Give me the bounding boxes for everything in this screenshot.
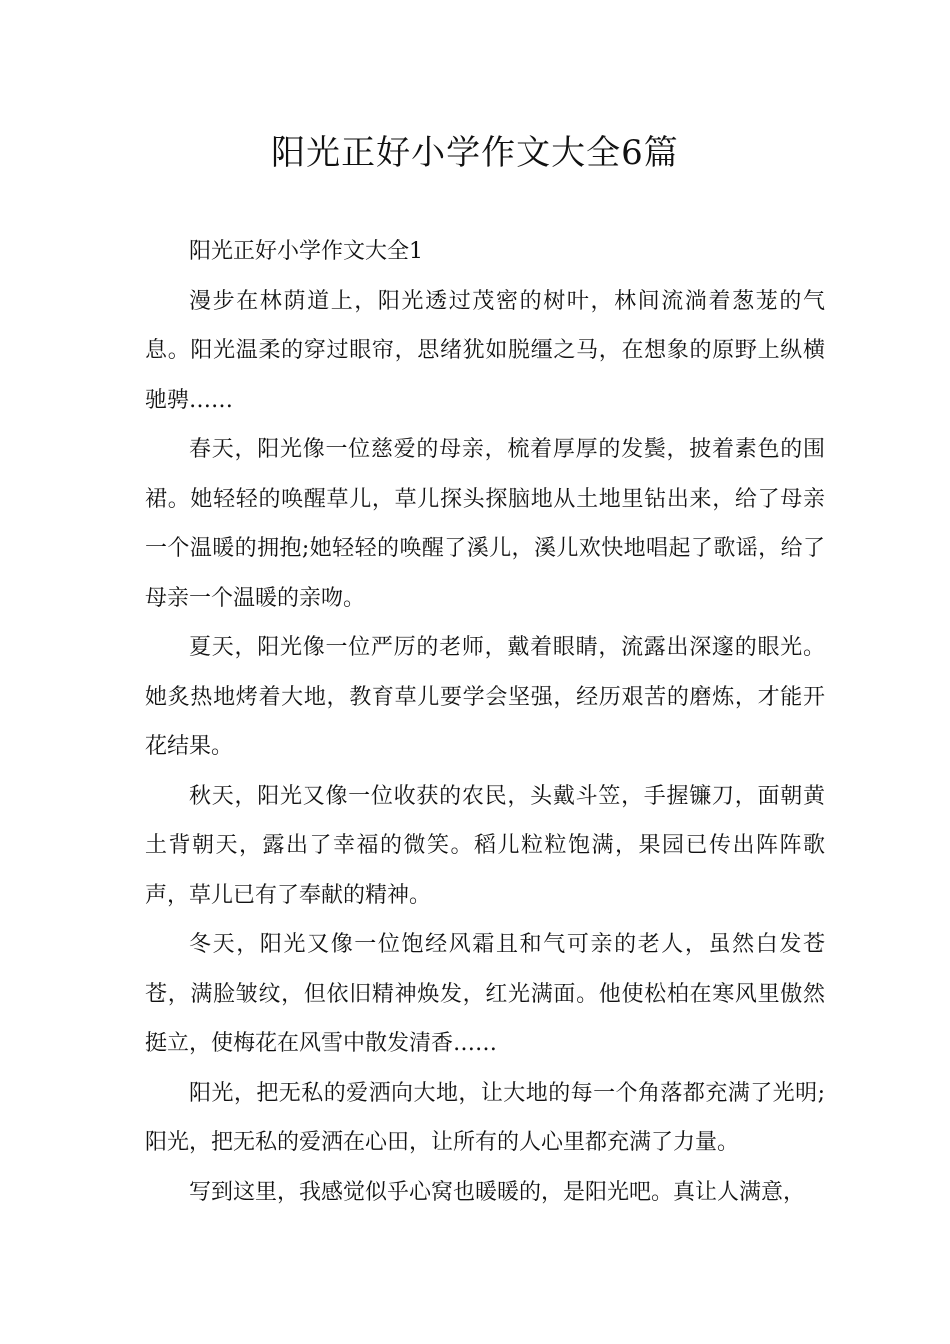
paragraph-2: 春天，阳光像一位慈爱的母亲，梳着厚厚的发鬓，披着素色的围裙。她轻轻的唤醒草儿，草儿探头探脑地从土地里钻出来，给了母亲一个温暖的拥抱;她轻轻的唤醒了溪儿，溪儿欢快地唱起了歌谣，给了母亲一个温暖的亲吻。 [145, 437, 825, 611]
paragraph-3: 夏天，阳光像一位严厉的老师，戴着眼睛，流露出深邃的眼光。她炙热地烤着大地，教育草儿要学会坚强，经历艰苦的磨炼，才能开花结果。 [145, 635, 825, 759]
document-title: 阳光正好小学作文大全6篇 [271, 133, 679, 173]
paragraph-6: 阳光，把无私的爱洒向大地，让大地的每一个角落都充满了光明;阳光，把无私的爱洒在心田，让所有的人心里都充满了力量。 [145, 1080, 825, 1155]
paragraph-1: 漫步在林荫道上，阳光透过茂密的树叶，林间流淌着葱茏的气息。阳光温柔的穿过眼帘，思绪犹如脱缰之马，在想象的原野上纵横驰骋…… [145, 288, 825, 413]
paragraph-7: 写到这里，我感觉似乎心窝也暖暖的，是阳光吧。真让人满意， [189, 1179, 806, 1205]
section-heading: 阳光正好小学作文大全1 [189, 239, 423, 264]
paragraph-5: 冬天，阳光又像一位饱经风霜且和气可亲的老人，虽然白发苍苍，满脸皱纹，但依旧精神焕发，红光满面。他使松柏在寒风里傲然挺立，使梅花在风雪中散发清香…… [145, 932, 825, 1056]
paragraph-4: 秋天，阳光又像一位收获的农民，头戴斗笠，手握镰刀，面朝黄土背朝天，露出了幸福的微笑。稻儿粒粒饱满，果园已传出阵阵歌声，草儿已有了奉献的精神。 [145, 783, 825, 908]
document-body [145, 227, 825, 1217]
